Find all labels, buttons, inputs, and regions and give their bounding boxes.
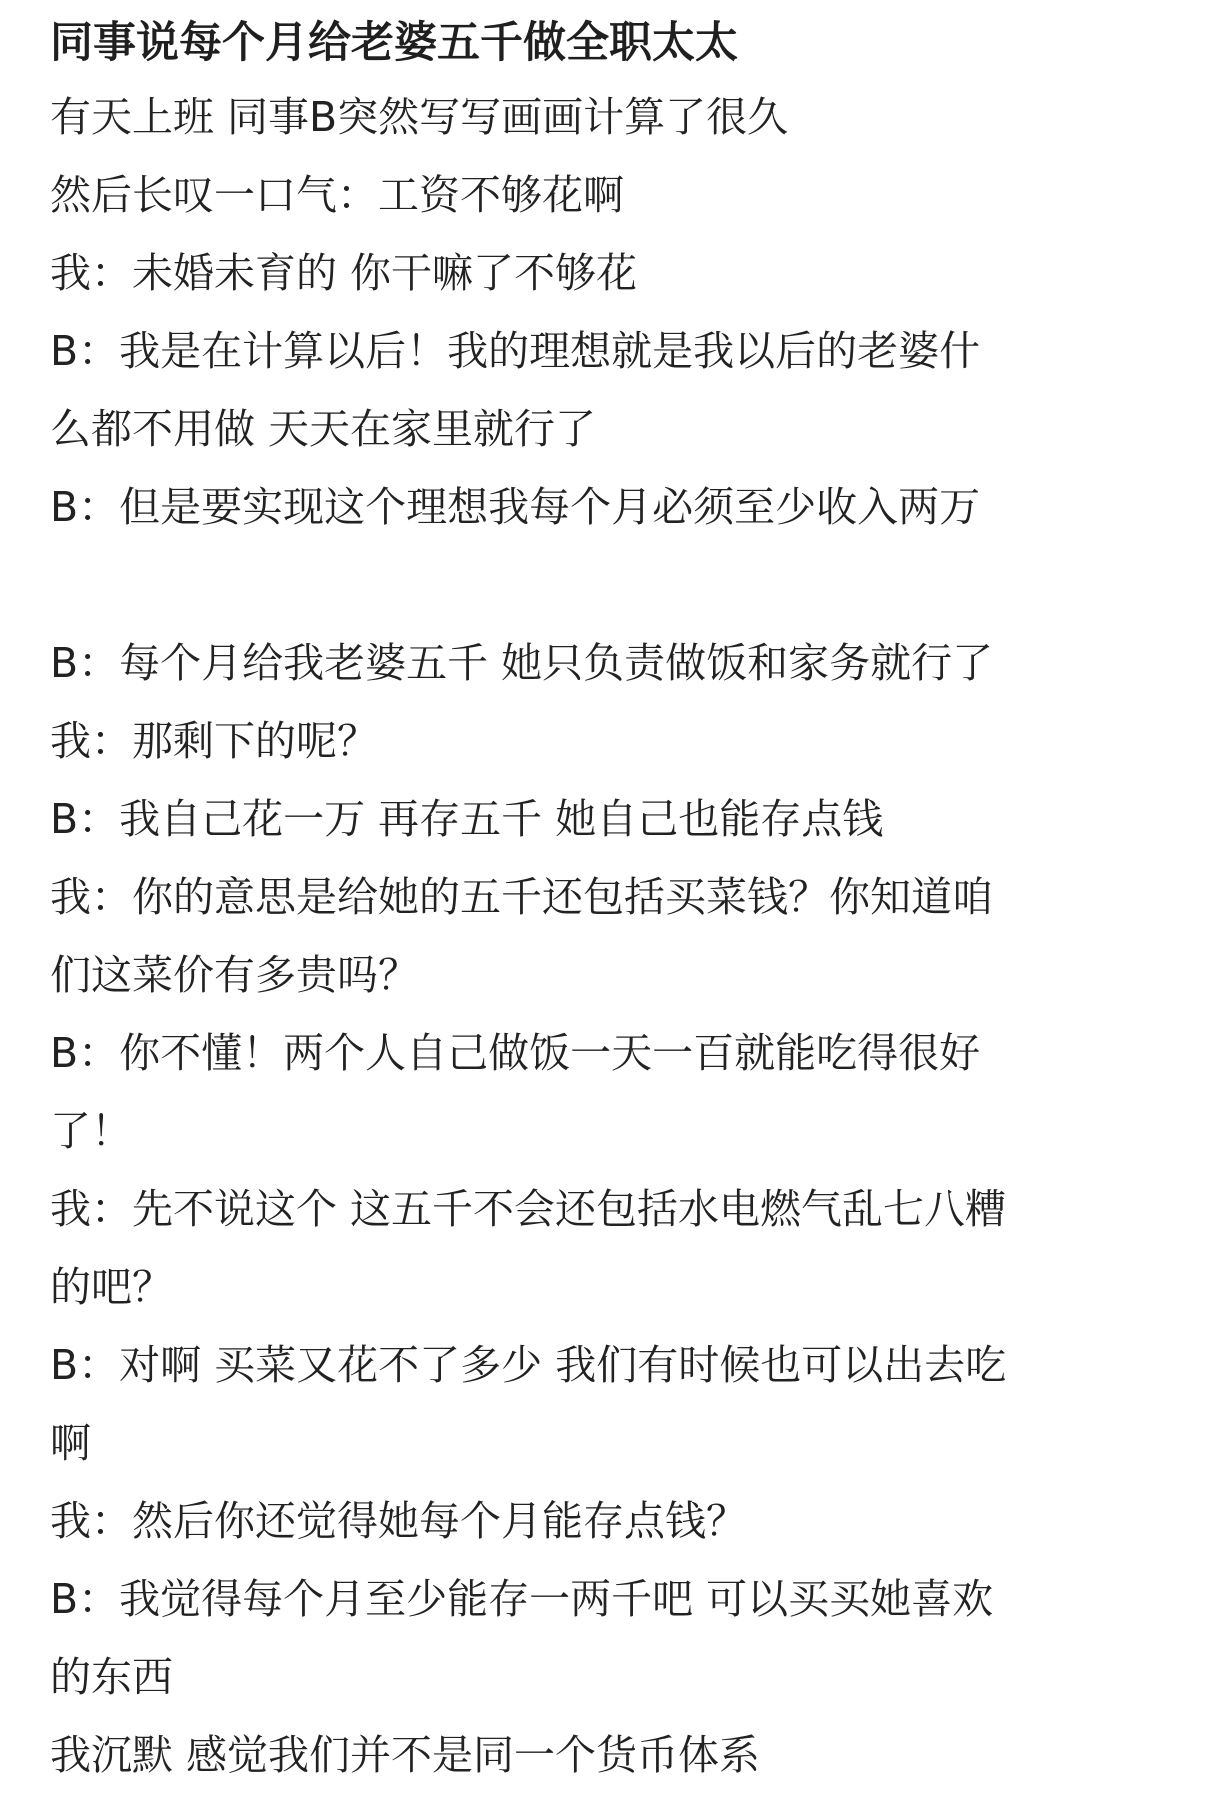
blank-line: [50, 546, 1180, 624]
post-article: [50, 0, 1180, 1794]
body-line: B：我是在计算以后！我的理想就是我以后的老婆什: [50, 327, 981, 375]
post-body: [50, 78, 1180, 1794]
body-line: B：我觉得每个月至少能存一两千吧 可以买买她喜欢: [50, 1575, 994, 1623]
body-line: 了！: [50, 1107, 132, 1155]
body-line: B：你不懂！两个人自己做饭一天一百就能吃得很好: [50, 1029, 981, 1077]
body-line: B：对啊 买菜又花不了多少 我们有时候也可以出去吃: [50, 1341, 1007, 1389]
body-line: B：但是要实现这个理想我每个月必须至少收入两万: [50, 483, 981, 531]
body-line: 我沉默 感觉我们并不是同一个货币体系: [50, 1731, 761, 1779]
body-line: B：每个月给我老婆五千 她只负责做饭和家务就行了: [50, 639, 994, 687]
body-line: 有天上班 同事B突然写写画画计算了很久: [50, 93, 789, 141]
body-line: 的吧？: [50, 1263, 173, 1311]
body-line: 我：那剩下的呢？: [50, 717, 378, 765]
body-line: 我：先不说这个 这五千不会还包括水电燃气乱七八糟: [50, 1185, 1007, 1233]
body-line: 么都不用做 天天在家里就行了: [50, 405, 597, 453]
body-line: 的东西: [50, 1653, 173, 1701]
body-line: 我：你的意思是给她的五千还包括买菜钱？你知道咱: [50, 873, 993, 921]
body-line: 然后长叹一口气：工资不够花啊: [50, 171, 624, 219]
body-line: 啊: [50, 1419, 91, 1467]
body-line: B：我自己花一万 再存五千 她自己也能存点钱: [50, 795, 884, 843]
post-title: 同事说每个月给老婆五千做全职太太: [50, 18, 738, 68]
body-line: 们这菜价有多贵吗？: [50, 951, 419, 999]
body-line: 我：然后你还觉得她每个月能存点钱？: [50, 1497, 747, 1545]
body-line: 我：未婚未育的 你干嘛了不够花: [50, 249, 638, 297]
